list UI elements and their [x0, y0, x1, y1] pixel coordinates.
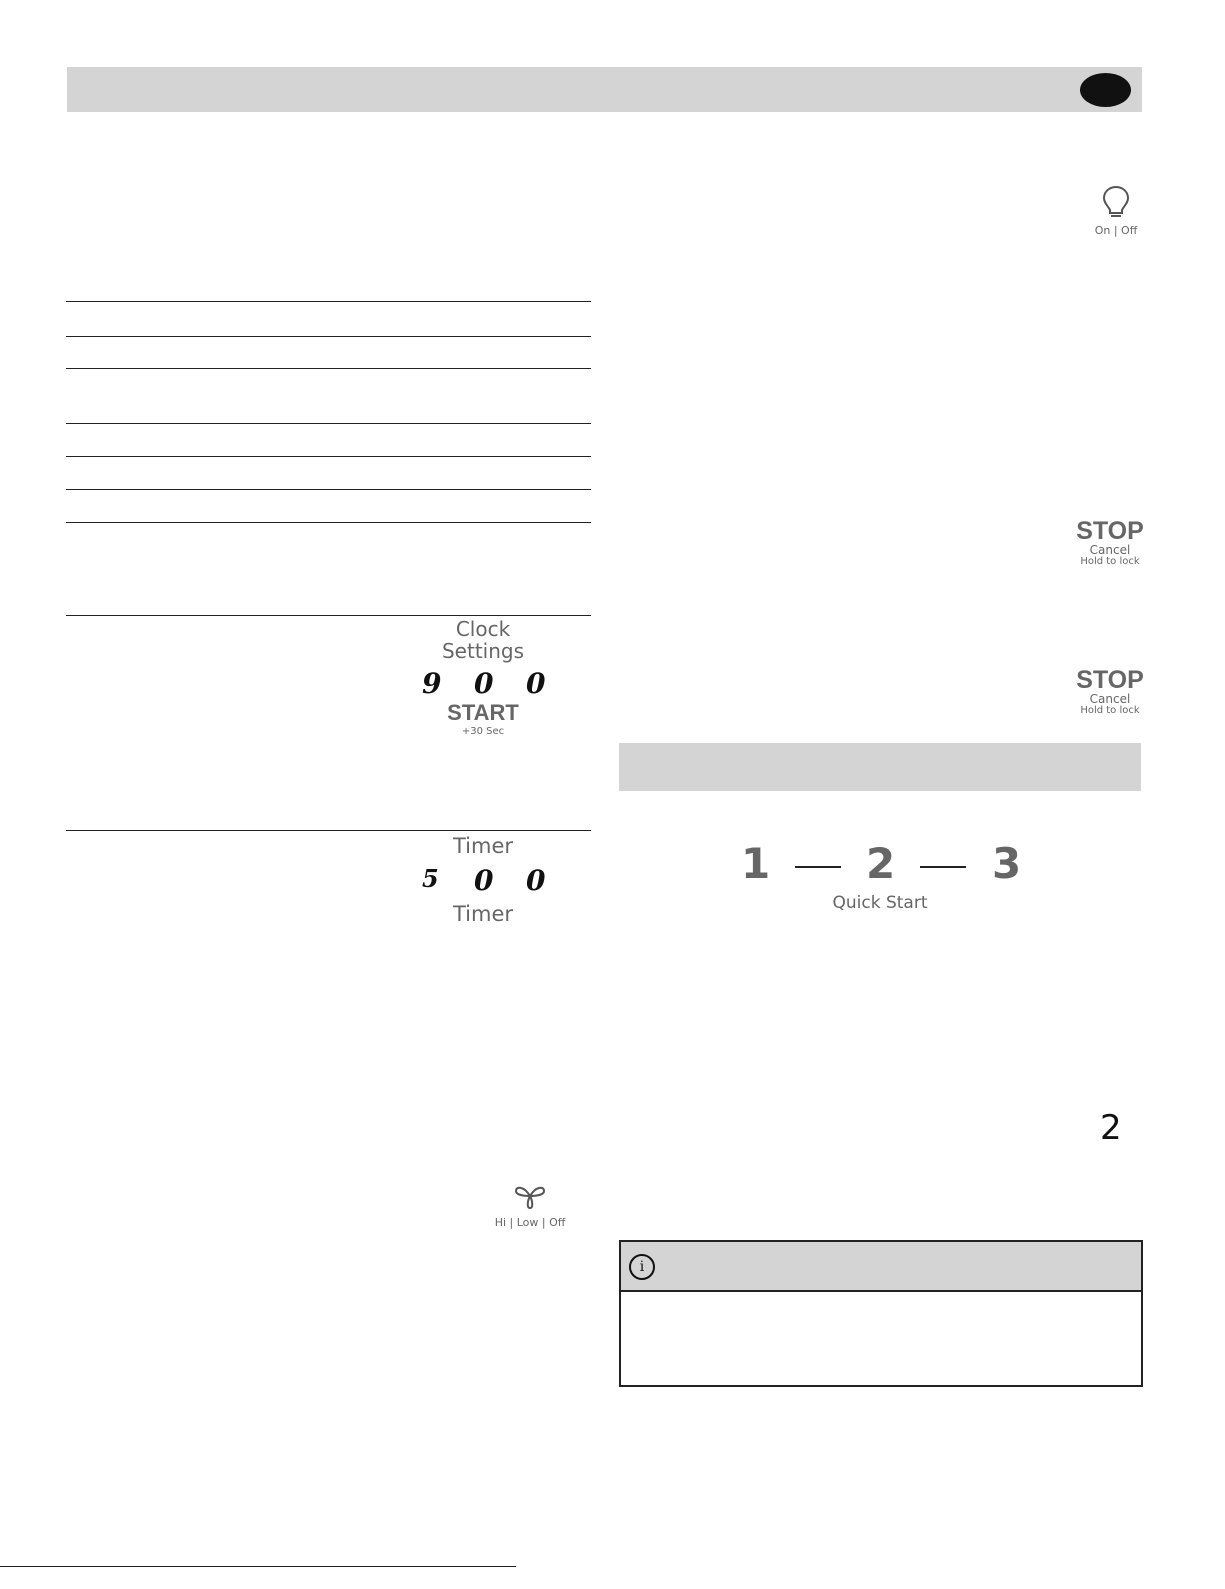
- start-sublabel: +30 Sec: [461, 726, 505, 737]
- stop-label: STOP: [1076, 517, 1144, 545]
- keypad-digit[interactable]: 0: [474, 864, 494, 897]
- quick-start-step[interactable]: 2: [866, 839, 896, 888]
- timer-button[interactable]: Timer: [452, 902, 514, 926]
- hold-to-lock-label: Hold to lock: [1080, 704, 1140, 716]
- keypad-digit[interactable]: 0: [474, 667, 494, 700]
- language-badge: [1080, 73, 1131, 107]
- cancel-label: Cancel: [1089, 692, 1131, 707]
- table-rule: [66, 489, 591, 490]
- note-box: [619, 1240, 1143, 1387]
- table-rule: [66, 301, 591, 302]
- section-header-bar: [619, 743, 1141, 791]
- table-rule: [66, 615, 591, 616]
- quick-start-step[interactable]: 1: [741, 839, 771, 888]
- footer-rule: [0, 1566, 516, 1567]
- step-connector: [920, 866, 966, 868]
- note-header: [621, 1242, 1141, 1292]
- quick-start-step[interactable]: 3: [992, 839, 1022, 888]
- table-rule: [66, 830, 591, 831]
- timer-button[interactable]: Timer: [452, 834, 514, 858]
- power-level-digit: 2: [1100, 1108, 1122, 1148]
- page-header-bar: [67, 67, 1142, 112]
- clock-label: Clock: [455, 617, 511, 641]
- table-rule: [66, 423, 591, 424]
- quick-start-label: Quick Start: [832, 893, 928, 913]
- table-rule: [66, 456, 591, 457]
- keypad-digit[interactable]: 0: [526, 667, 546, 700]
- keypad-digit[interactable]: 5: [422, 864, 439, 893]
- keypad-digit[interactable]: 9: [422, 667, 442, 700]
- step-connector: [795, 866, 841, 868]
- table-rule: [66, 368, 591, 369]
- light-button[interactable]: [1090, 184, 1142, 240]
- fan-button-label: Hi | Low | Off: [494, 1216, 566, 1229]
- light-bulb-icon: [1090, 184, 1142, 220]
- table-rule: [66, 336, 591, 337]
- clock-settings-button[interactable]: [423, 618, 543, 662]
- stop-label: STOP: [1076, 666, 1144, 694]
- table-rule: [66, 522, 591, 523]
- start-label: START: [447, 700, 519, 725]
- fan-button[interactable]: [494, 1178, 566, 1234]
- hold-to-lock-label: Hold to lock: [1080, 555, 1140, 567]
- fan-icon: [494, 1178, 566, 1212]
- stop-cancel-button[interactable]: [1072, 518, 1148, 567]
- stop-cancel-button[interactable]: [1072, 667, 1148, 716]
- info-icon: i: [629, 1254, 655, 1280]
- light-button-label: On | Off: [1094, 224, 1138, 237]
- cancel-label: Cancel: [1089, 543, 1131, 558]
- settings-label: Settings: [441, 639, 525, 663]
- start-button[interactable]: [423, 700, 543, 737]
- keypad-digit[interactable]: 0: [526, 864, 546, 897]
